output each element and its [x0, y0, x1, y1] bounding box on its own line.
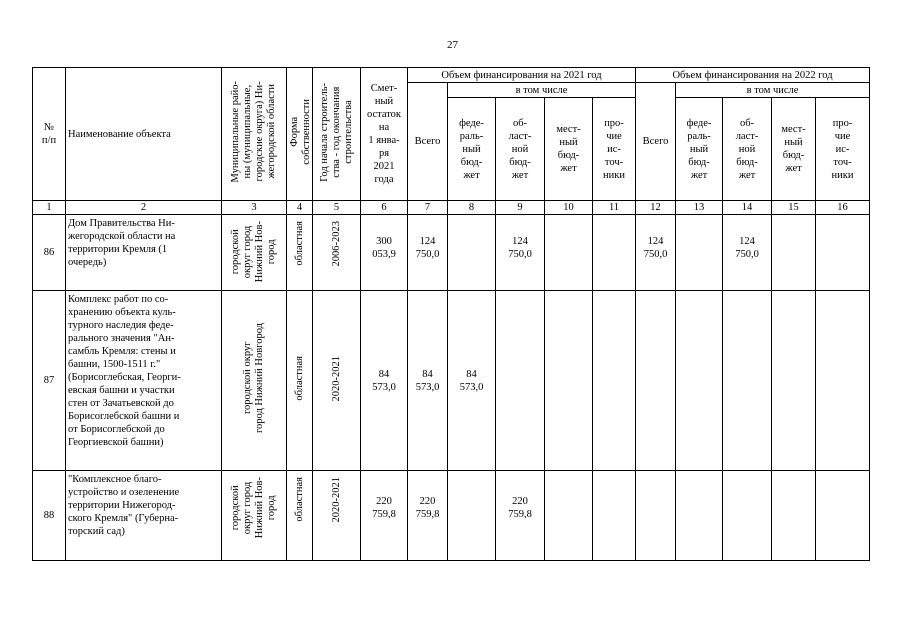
row-federal-2021 — [448, 215, 496, 291]
row-name: "Комплексное благо- устройство и озеленение территории Нижегород- ского Кремля" (Губерна- торский сад) — [66, 471, 222, 561]
column-number: 14 — [723, 201, 772, 215]
row-federal-2021 — [448, 471, 496, 561]
row-local-2022 — [772, 215, 816, 291]
row-local-2022 — [772, 291, 816, 471]
row-regional-2022 — [723, 291, 772, 471]
header-row-1 — [33, 68, 870, 83]
row-other-2021 — [593, 471, 636, 561]
row-estimate: 220 759,8 — [361, 471, 408, 561]
row-num: 88 — [33, 471, 66, 561]
row-total-2021: 84 573,0 — [408, 291, 448, 471]
row-ownership: областная — [287, 471, 313, 561]
table-row — [33, 471, 870, 561]
column-number: 13 — [676, 201, 723, 215]
row-other-2022 — [816, 291, 870, 471]
row-total-2022 — [636, 291, 676, 471]
row-ownership: областная — [287, 291, 313, 471]
row-municipality: городской округ город Нижний Новгород — [222, 291, 287, 471]
header-local-2021: мест- ный бюд- жет — [545, 98, 593, 201]
row-years: 2020-2021 — [313, 291, 361, 471]
row-total-2022 — [636, 471, 676, 561]
row-local-2021 — [545, 291, 593, 471]
page-number: 27 — [447, 39, 458, 51]
header-fin-2022: Объем финансирования на 2022 год — [636, 68, 870, 83]
row-federal-2022 — [676, 215, 723, 291]
table-row — [33, 215, 870, 291]
column-number: 16 — [816, 201, 870, 215]
row-local-2022 — [772, 471, 816, 561]
column-number: 5 — [313, 201, 361, 215]
header-federal-2021: феде- раль- ный бюд- жет — [448, 98, 496, 201]
row-other-2021 — [593, 215, 636, 291]
row-total-2022: 124 750,0 — [636, 215, 676, 291]
header-other-2022: про- чие ис- точ- ники — [816, 98, 870, 201]
row-regional-2022: 124 750,0 — [723, 215, 772, 291]
row-name: Комплекс работ по со- хранению объекта куль- турного наследия феде- рального значения "Ан- самбль Кремля: стены и башни, 1500-1511 г." (Борисоглебская, Георги- евская башни и участки стен от Зачатьевской до Борисоглебской башни и от Борисоглебской до Георгиевской башни) — [66, 291, 222, 471]
row-other-2022 — [816, 215, 870, 291]
row-federal-2022 — [676, 471, 723, 561]
column-number: 2 — [66, 201, 222, 215]
row-municipality: городской округ город Нижний Нов- город — [222, 471, 287, 561]
header-federal-2022: феде- раль- ный бюд- жет — [676, 98, 723, 201]
row-local-2021 — [545, 471, 593, 561]
row-num: 86 — [33, 215, 66, 291]
row-federal-2022 — [676, 291, 723, 471]
header-total-2021: Всего — [408, 83, 448, 201]
row-regional-2021: 220 759,8 — [496, 471, 545, 561]
row-estimate: 84 573,0 — [361, 291, 408, 471]
financing-table — [32, 67, 870, 561]
header-years: Год начала строитель- ства - год окончания строительства — [313, 68, 361, 201]
row-other-2022 — [816, 471, 870, 561]
column-number: 10 — [545, 201, 593, 215]
row-num: 87 — [33, 291, 66, 471]
row-years: 2020-2021 — [313, 471, 361, 561]
header-estimate: Смет- ный остаток на 1 янва- ря 2021 года — [361, 68, 408, 201]
header-local-2022: мест- ный бюд- жет — [772, 98, 816, 201]
header-fin-2021: Объем финансирования на 2021 год — [408, 68, 636, 83]
column-number: 3 — [222, 201, 287, 215]
column-number: 1 — [33, 201, 66, 215]
column-number: 4 — [287, 201, 313, 215]
column-number: 7 — [408, 201, 448, 215]
table-row — [33, 291, 870, 471]
row-regional-2021: 124 750,0 — [496, 215, 545, 291]
header-including-2022: в том числе — [676, 83, 870, 98]
header-municipality: Муниципальные райо- ны (муниципальные, городские округа) Ни- жегородской области — [222, 68, 287, 201]
column-number: 8 — [448, 201, 496, 215]
header-regional-2022: об- ласт- ной бюд- жет — [723, 98, 772, 201]
row-ownership: областная — [287, 215, 313, 291]
column-number: 12 — [636, 201, 676, 215]
header-including-2021: в том числе — [448, 83, 636, 98]
column-number: 6 — [361, 201, 408, 215]
row-years: 2006-2023 — [313, 215, 361, 291]
row-total-2021: 220 759,8 — [408, 471, 448, 561]
column-number: 15 — [772, 201, 816, 215]
row-regional-2021 — [496, 291, 545, 471]
header-other-2021: про- чие ис- точ- ники — [593, 98, 636, 201]
column-number: 9 — [496, 201, 545, 215]
header-name: Наименование объекта — [66, 68, 222, 201]
column-number-row — [33, 201, 870, 215]
row-municipality: городской округ город Нижний Нов- город — [222, 215, 287, 291]
header-total-2022: Всего — [636, 83, 676, 201]
column-number: 11 — [593, 201, 636, 215]
row-regional-2022 — [723, 471, 772, 561]
row-other-2021 — [593, 291, 636, 471]
row-total-2021: 124 750,0 — [408, 215, 448, 291]
header-regional-2021: об- ласт- ной бюд- жет — [496, 98, 545, 201]
header-ownership: Форма собственности — [287, 68, 313, 201]
row-federal-2021: 84 573,0 — [448, 291, 496, 471]
row-name: Дом Правительства Ни- жегородской области на территории Кремля (1 очередь) — [66, 215, 222, 291]
header-num: № п/п — [33, 68, 66, 201]
row-local-2021 — [545, 215, 593, 291]
row-estimate: 300 053,9 — [361, 215, 408, 291]
